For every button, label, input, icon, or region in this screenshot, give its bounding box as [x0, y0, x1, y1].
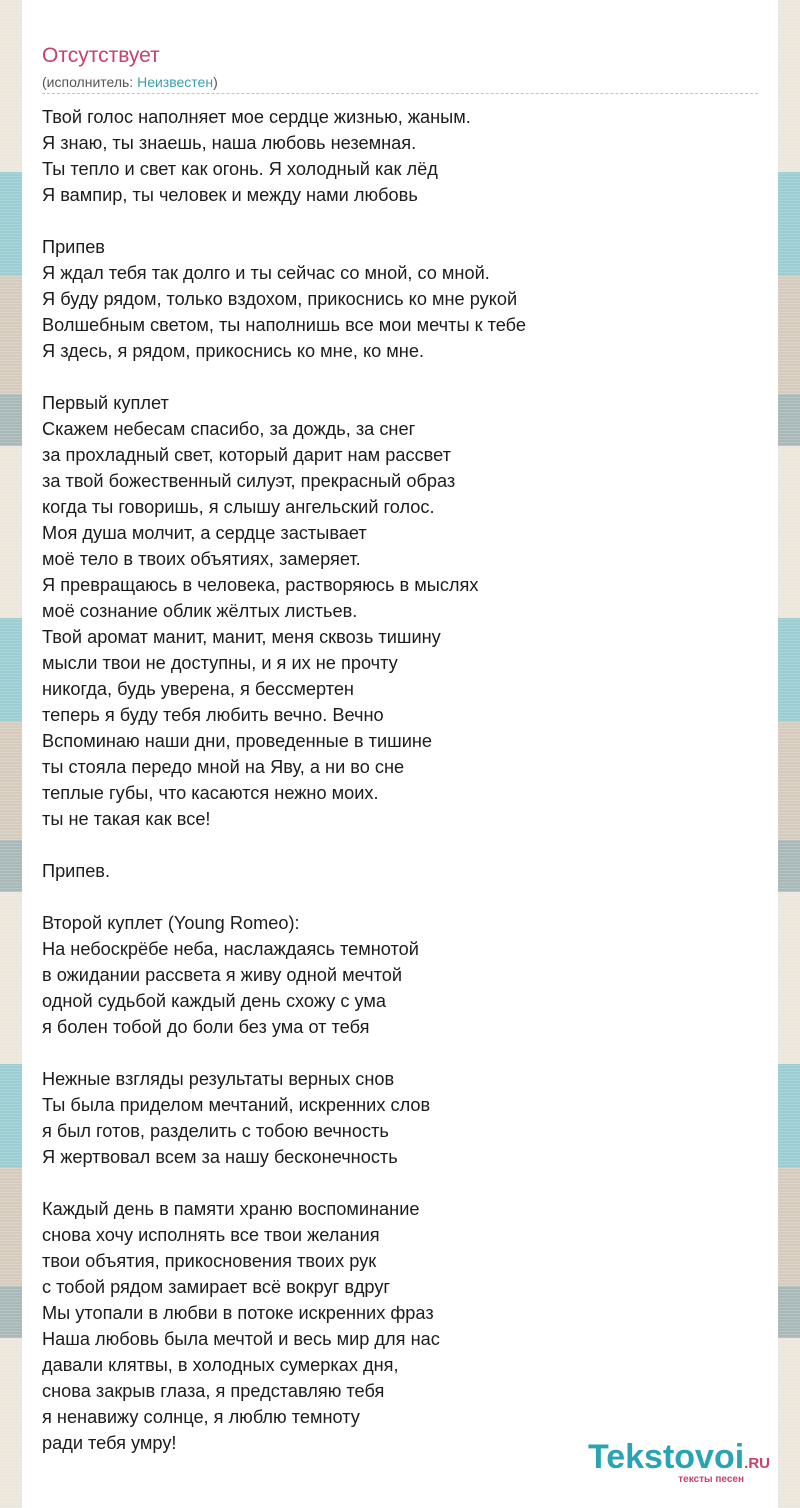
lyrics-line: Твой голос наполняет мое сердце жизнью, жаным. — [42, 107, 471, 127]
lyrics-line: за прохладный свет, который дарит нам рассвет — [42, 445, 451, 465]
lyrics-line: в ожидании рассвета я живу одной мечтой — [42, 965, 403, 985]
lyrics-line: Припев — [42, 237, 105, 257]
lyrics-line: твои объятия, прикосновения твоих рук — [42, 1251, 377, 1271]
lyrics-line: одной судьбой каждый день схожу с ума — [42, 991, 387, 1011]
song-title: Отсутствует — [42, 44, 160, 67]
lyrics-line: ради тебя умру! — [42, 1433, 177, 1453]
lyrics-line: Я буду рядом, только вздохом, прикоснись ко мне рукой — [42, 289, 518, 309]
lyrics-line: моё тело в твоих объятиях, замеряет. — [42, 549, 361, 569]
artist-suffix: ) — [213, 74, 218, 90]
lyrics-line: Моя душа молчит, а сердце застывает — [42, 523, 367, 543]
lyrics-line: Я здесь, я рядом, прикоснись ко мне, ко мне. — [42, 341, 424, 361]
lyrics-line: Скажем небесам спасибо, за дождь, за снег — [42, 419, 416, 439]
lyrics-line: я ненавижу солнце, я люблю темноту — [42, 1407, 360, 1427]
artist-line — [42, 72, 218, 92]
lyrics-blank-line — [42, 884, 758, 910]
site-logo[interactable] — [587, 1438, 770, 1485]
lyrics-line: Я вампир, ты человек и между нами любовь — [42, 185, 418, 205]
lyrics-line: Волшебным светом, ты наполнишь все мои мечты к тебе — [42, 315, 526, 335]
lyrics-line: Я знаю, ты знаешь, наша любовь неземная. — [42, 133, 417, 153]
lyrics-line: никогда, будь уверена, я бессмертен — [42, 679, 354, 699]
lyrics-card — [22, 0, 778, 1508]
lyrics-blank-line — [42, 1040, 758, 1066]
lyrics-line: моё сознание облик жёлтых листьев. — [42, 601, 358, 621]
artist-prefix: (исполнитель: — [42, 74, 138, 90]
header-divider — [42, 93, 758, 94]
lyrics-line: Твой аромат манит, манит, меня сквозь тишину — [42, 627, 441, 647]
lyrics-line: Каждый день в памяти храню воспоминание — [42, 1199, 420, 1219]
lyrics-line: снова хочу исполнять все твои желания — [42, 1225, 380, 1245]
lyrics-line: ты стояла передо мной на Яву, а ни во сне — [42, 757, 405, 777]
lyrics-line: Наша любовь была мечтой и весь мир для нас — [42, 1329, 440, 1349]
lyrics-line: На небоскрёбе неба, наслаждаясь темнотой — [42, 939, 419, 959]
lyrics-line: за твой божественный силуэт, прекрасный образ — [42, 471, 456, 491]
lyrics-line: Мы утопали в любви в потоке искренних фраз — [42, 1303, 434, 1323]
lyrics-line: Я превращаюсь в человека, растворяюсь в мыслях — [42, 575, 479, 595]
lyrics-blank-line — [42, 208, 758, 234]
lyrics-line: Вспоминаю наши дни, проведенные в тишине — [42, 731, 433, 751]
logo-name: Tekstovoi — [587, 1438, 745, 1476]
lyrics-line: Второй куплет (Young Romeo): — [42, 913, 300, 933]
lyrics-line: давали клятвы, в холодных сумерках дня, — [42, 1355, 399, 1375]
lyrics-line: когда ты говоришь, я слышу ангельский голос. — [42, 497, 435, 517]
lyrics-line: теперь я буду тебя любить вечно. Вечно — [42, 705, 384, 725]
lyrics-line: теплые губы, что касаются нежно моих. — [42, 783, 379, 803]
lyrics-line: снова закрыв глаза, я представляю тебя — [42, 1381, 385, 1401]
lyrics-text — [42, 104, 758, 1456]
lyrics-line: Я жертвовал всем за нашу бесконечность — [42, 1147, 398, 1167]
lyrics-blank-line — [42, 832, 758, 858]
lyrics-line: Я ждал тебя так долго и ты сейчас со мной, со мной. — [42, 263, 490, 283]
lyrics-line: с тобой рядом замирает всё вокруг вдруг — [42, 1277, 391, 1297]
lyrics-line: Нежные взгляды результаты верных снов — [42, 1069, 395, 1089]
lyrics-blank-line — [42, 364, 758, 390]
lyrics-line: Припев. — [42, 861, 111, 881]
lyrics-line: я был готов, разделить с тобою вечность — [42, 1121, 389, 1141]
lyrics-line: я болен тобой до боли без ума от тебя — [42, 1017, 370, 1037]
logo-tagline: тексты песен — [678, 1474, 744, 1485]
lyrics-line: Первый куплет — [42, 393, 169, 413]
lyrics-line: Ты тепло и свет как огонь. Я холодный как лёд — [42, 159, 438, 179]
lyrics-line: мысли твои не доступны, и я их не прочту — [42, 653, 398, 673]
lyrics-blank-line — [42, 1170, 758, 1196]
lyrics-line: ты не такая как все! — [42, 809, 211, 829]
lyrics-line: Ты была приделом мечтаний, искренних слов — [42, 1095, 431, 1115]
logo-tld: .RU — [744, 1455, 770, 1472]
artist-link[interactable]: Неизвестен — [137, 74, 214, 90]
